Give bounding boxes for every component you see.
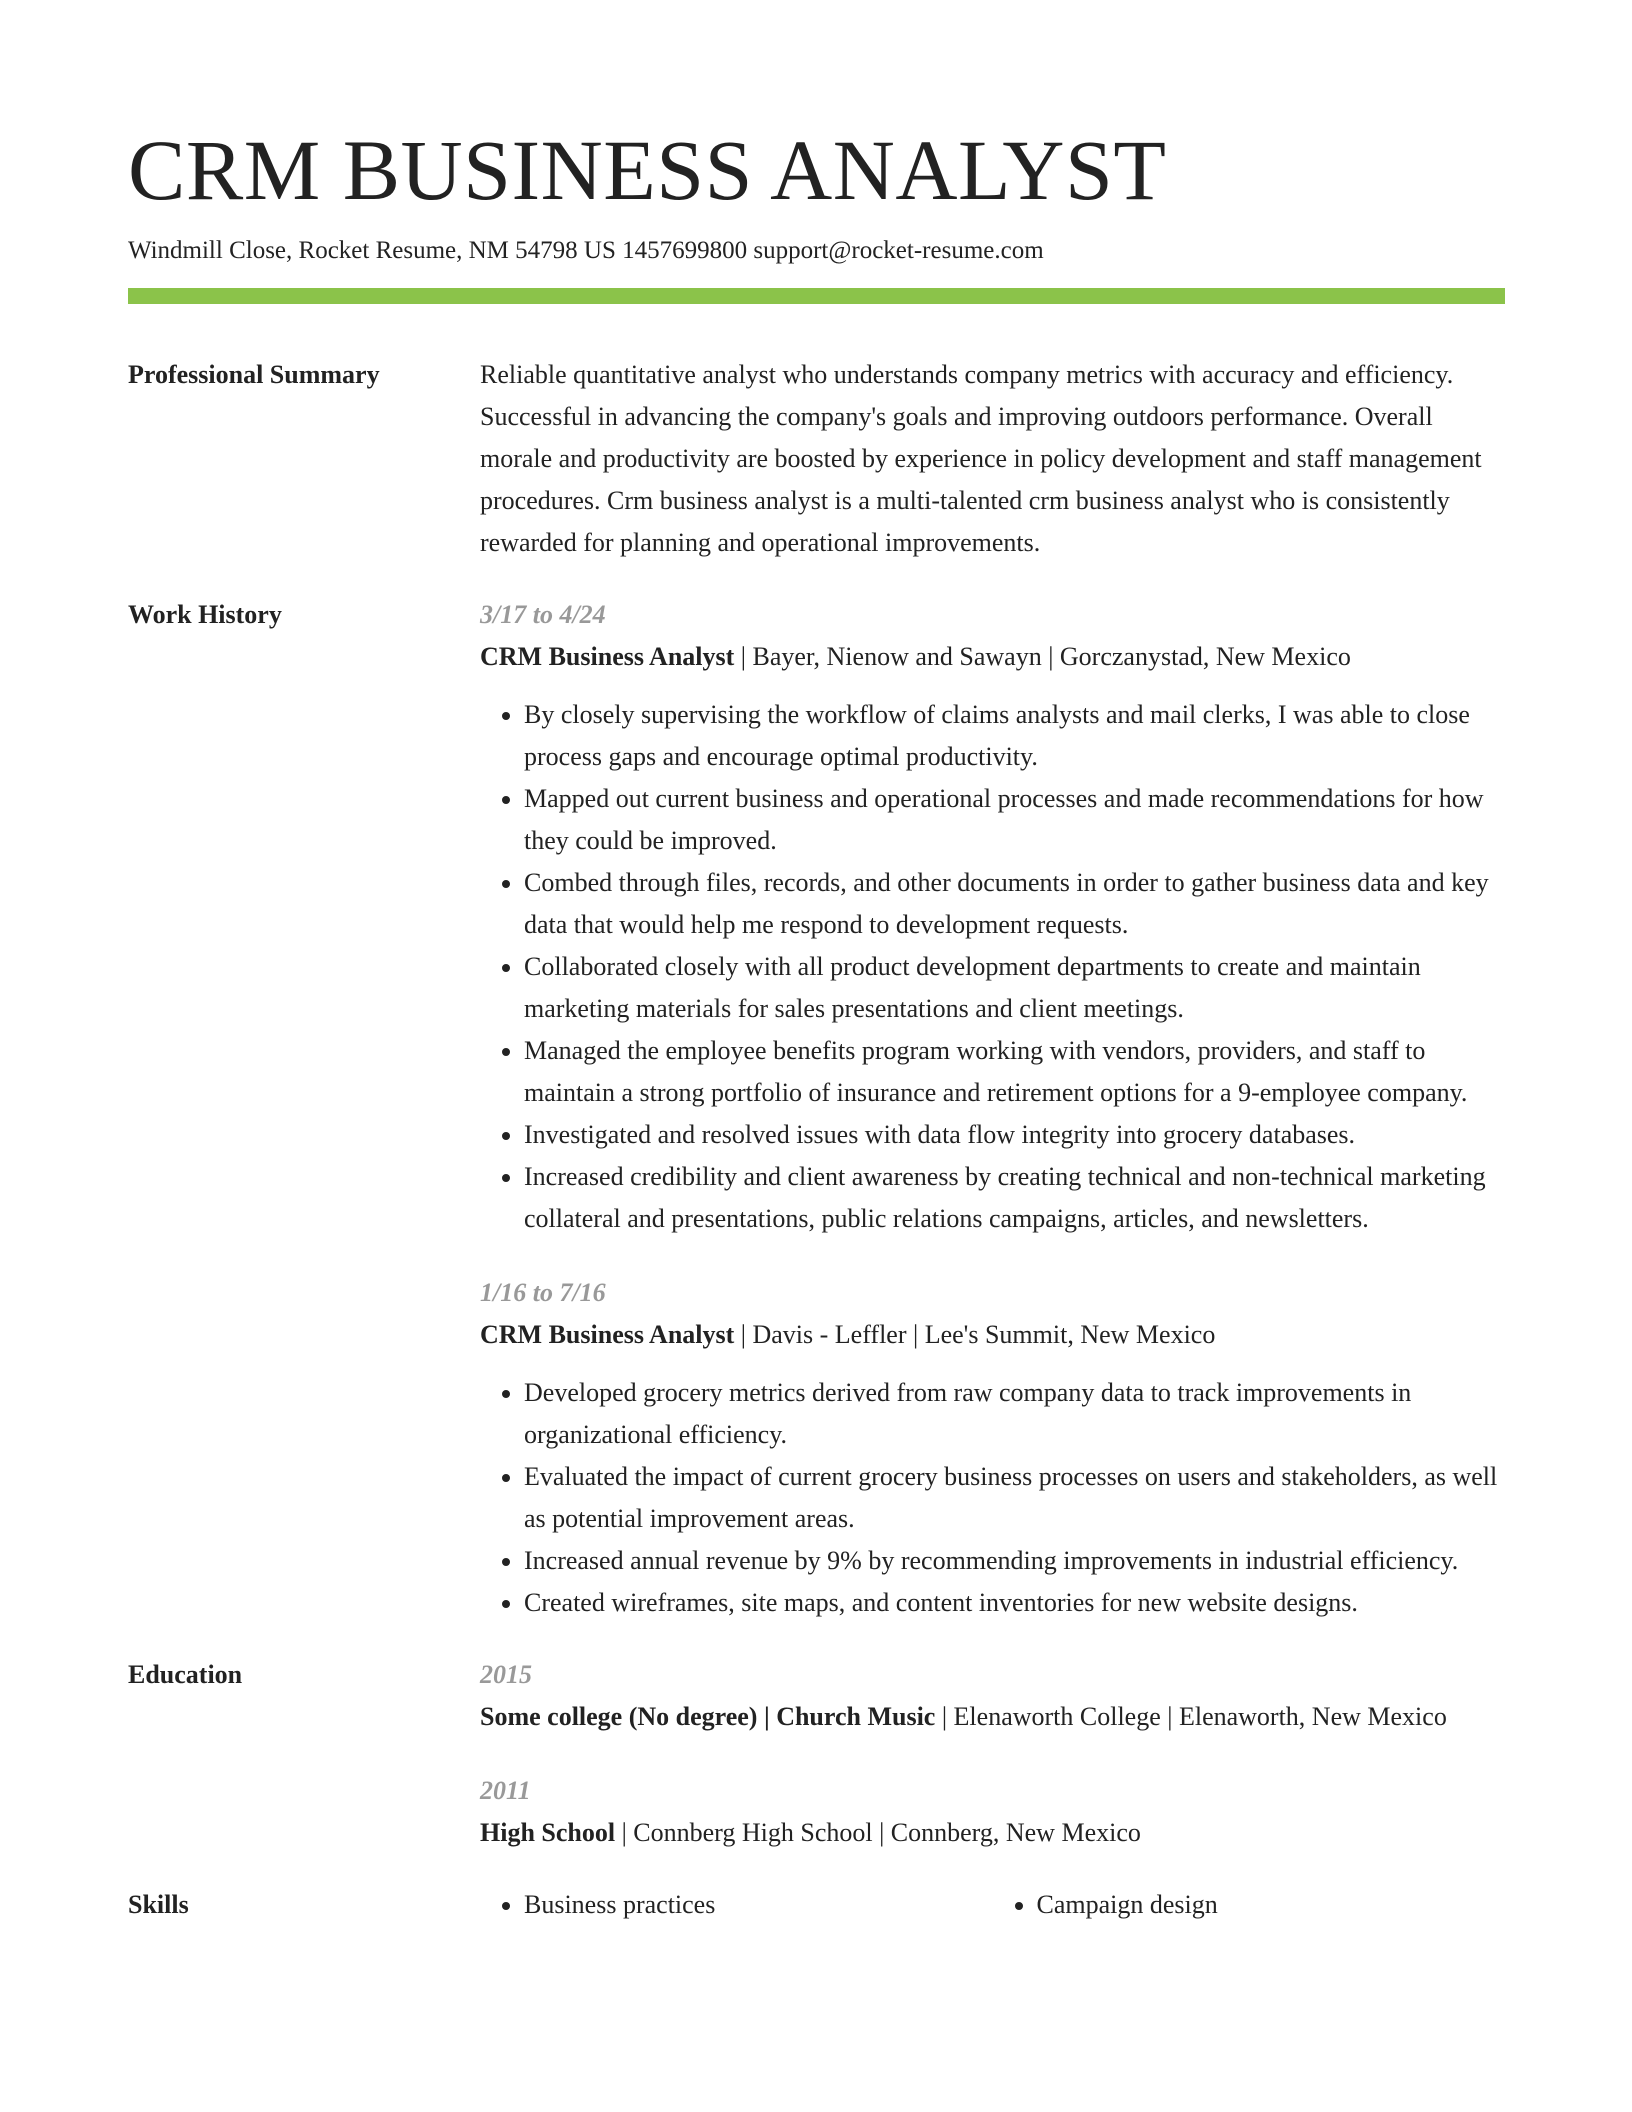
education-entry	[480, 1770, 1505, 1854]
education-section	[128, 1654, 1505, 1854]
job-entry	[480, 1272, 1505, 1624]
resume-page	[128, 0, 1505, 1926]
job-bullet: • Collaborated closely with all product development departments to create and maintain marketing materials for sales presentations and client meetings.	[524, 946, 1505, 1030]
section-heading-work-history: Work History	[128, 600, 282, 629]
education-line	[480, 1696, 1505, 1738]
education-degree: High School	[480, 1818, 616, 1847]
work-history-section	[128, 594, 1505, 1624]
job-bullet: • Evaluated the impact of current grocery business processes on users and stakeholders, as well as potential improvement areas.	[524, 1456, 1505, 1540]
education-school-location: | Connberg High School | Connberg, New Mexico	[615, 1818, 1141, 1847]
education-line	[480, 1812, 1505, 1854]
work-history-body	[480, 594, 1505, 1624]
job-bullet: • Managed the employee benefits program working with vendors, providers, and staff to maintain a strong portfolio of insurance and retirement options for a 9-employee company.	[524, 1030, 1505, 1114]
job-title-line	[480, 1314, 1505, 1356]
section-heading-education: Education	[128, 1660, 243, 1689]
skills-section	[128, 1884, 1505, 1926]
job-bullets	[480, 694, 1505, 1240]
resume-title: CRM BUSINESS ANALYST	[128, 122, 1167, 218]
job-bullet: • Mapped out current business and operational processes and made recommendations for how they could be improved.	[524, 778, 1505, 862]
job-bullet: • Increased annual revenue by 9% by recommending improvements in industrial efficiency.	[524, 1540, 1505, 1582]
skill-item: • Business practices	[524, 1884, 993, 1926]
job-entry	[480, 594, 1505, 1240]
education-date: 2015	[480, 1660, 532, 1689]
header-divider	[128, 288, 1505, 304]
job-dates: 3/17 to 4/24	[480, 600, 606, 629]
skill-item: • Campaign design	[1037, 1884, 1506, 1926]
job-dates: 1/16 to 7/16	[480, 1278, 606, 1307]
skills-list	[480, 1884, 1505, 1926]
summary-section	[128, 354, 1505, 564]
job-title: CRM Business Analyst	[480, 1320, 735, 1349]
job-bullet: • Investigated and resolved issues with data flow integrity into grocery databases.	[524, 1114, 1505, 1156]
job-bullet: • Developed grocery metrics derived from raw company data to track improvements in organizational efficiency.	[524, 1372, 1505, 1456]
education-school-location: | Elenaworth College | Elenaworth, New Mexico	[935, 1702, 1447, 1731]
section-heading-summary: Professional Summary	[128, 360, 380, 389]
job-bullet: • Increased credibility and client awareness by creating technical and non-technical marketing collateral and presentations, public relations campaigns, articles, and newsletters.	[524, 1156, 1505, 1240]
job-bullet: • Created wireframes, site maps, and content inventories for new website designs.	[524, 1582, 1505, 1624]
summary-text: Reliable quantitative analyst who understands company metrics with accuracy and efficiency. Successful in advancing the company's goals and improving outdoors performance. Overall morale and productivity are boosted by experience in policy development and staff management procedures. Crm business analyst is a multi-talented crm business analyst who is consistently rewarded for planning and operational improvements.	[480, 360, 1482, 557]
job-title-line	[480, 636, 1505, 678]
education-entry	[480, 1654, 1505, 1738]
job-bullets	[480, 1372, 1505, 1624]
job-title: CRM Business Analyst	[480, 642, 735, 671]
job-bullet: • Combed through files, records, and other documents in order to gather business data and key data that would help me respond to development requests.	[524, 862, 1505, 946]
section-heading-skills: Skills	[128, 1890, 189, 1919]
job-employer-location: | Bayer, Nienow and Sawayn | Gorczanystad, New Mexico	[734, 642, 1351, 671]
education-body	[480, 1654, 1505, 1854]
job-employer-location: | Davis - Leffler | Lee's Summit, New Mexico	[734, 1320, 1216, 1349]
education-degree: Some college (No degree) | Church Music	[480, 1702, 936, 1731]
contact-info: Windmill Close, Rocket Resume, NM 54798 US 1457699800 support@rocket-resume.com	[128, 237, 1044, 264]
job-bullet: • By closely supervising the workflow of claims analysts and mail clerks, I was able to close process gaps and encourage optimal productivity.	[524, 694, 1505, 778]
education-date: 2011	[480, 1776, 531, 1805]
